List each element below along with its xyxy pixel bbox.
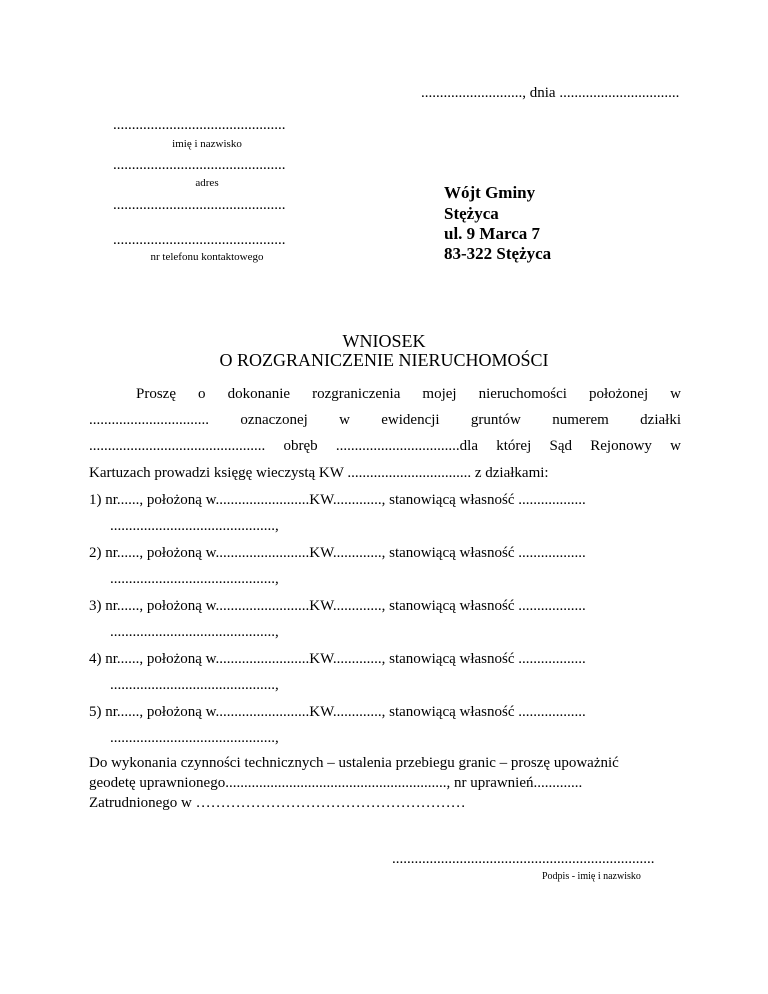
- plot-owner: ............................................,: [110, 571, 279, 587]
- plot-line: 5) nr......, położoną w.........................KW............., stanowiącą własność ..................: [89, 704, 586, 720]
- address2-dots: ..............................................: [113, 197, 286, 213]
- phone-label: nr telefonu kontaktowego: [150, 251, 264, 263]
- date-line: ..........................., dnia ................................: [421, 85, 680, 101]
- body-line4: Kartuzach prowadzi księgę wieczystą KW ................................. z działkami:: [89, 465, 549, 481]
- plot-line: 4) nr......, położoną w.........................KW............., stanowiącą własność ..................: [89, 651, 586, 667]
- recipient-line3: ul. 9 Marca 7: [444, 224, 541, 243]
- signature-label: Podpis - imię i nazwisko: [542, 871, 641, 882]
- title-line2: O ROZGRANICZENIE NIERUCHOMOŚCI: [219, 350, 549, 370]
- plot-owner: ............................................,: [110, 518, 279, 534]
- address-dots: ..............................................: [113, 157, 286, 173]
- name-dots: ..............................................: [113, 117, 286, 133]
- plot-line: 3) nr......, położoną w.........................KW............., stanowiącą własność ..................: [89, 598, 586, 614]
- authorization-line1: Do wykonania czynności technicznych – ustalenia przebiegu granic – proszę upoważnić: [89, 755, 619, 771]
- recipient-line1: Wójt Gminy: [444, 183, 536, 202]
- name-label: imię i nazwisko: [172, 138, 242, 150]
- recipient-line4: 83-322 Stężyca: [444, 244, 552, 263]
- body-line1: Proszę o dokonanie rozgraniczenia mojej nieruchomości położonej w: [136, 386, 681, 402]
- authorization-line3: Zatrudnionego w ………………………………………………: [89, 795, 466, 811]
- body-line3: ............................................... obręb .................................dla której Sąd Rejonowy w: [89, 438, 681, 454]
- plot-line: 2) nr......, położoną w.........................KW............., stanowiącą własność ..................: [89, 545, 586, 561]
- address-label: adres: [195, 177, 219, 189]
- signature-dots: ......................................................................: [392, 851, 655, 867]
- plot-owner: ............................................,: [110, 730, 279, 746]
- plot-owner: ............................................,: [110, 624, 279, 640]
- phone-dots: ..............................................: [113, 232, 286, 248]
- plot-owner: ............................................,: [110, 677, 279, 693]
- authorization-line2: geodetę uprawnionego..........................................................., nr uprawnień.............: [89, 775, 583, 791]
- recipient-line2: Stężyca: [444, 204, 499, 223]
- title-line1: WNIOSEK: [342, 331, 426, 351]
- plot-line: 1) nr......, położoną w.........................KW............., stanowiącą własność ..................: [89, 492, 586, 508]
- body-line2: ................................ oznaczonej w ewidencji gruntów numerem działki: [89, 412, 681, 428]
